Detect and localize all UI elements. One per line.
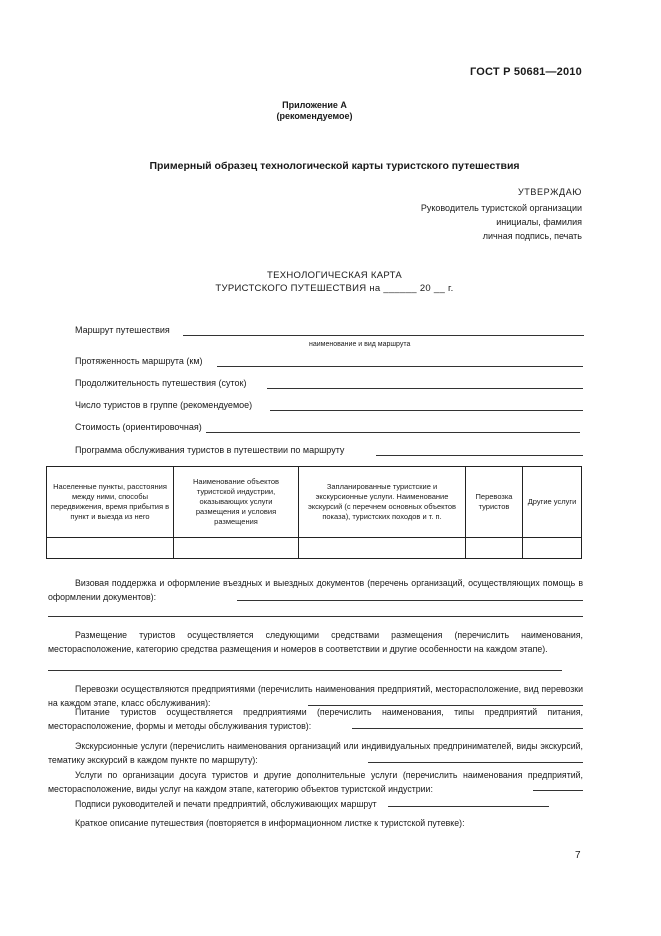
approval-line-3: личная подпись, печать [482, 231, 582, 241]
group-field [75, 400, 254, 410]
service-table [46, 466, 582, 559]
route-underline[interactable] [183, 335, 584, 336]
duration-label: Продолжительность путешествия (суток) [75, 378, 247, 388]
table-cell[interactable] [523, 538, 582, 559]
duration-underline[interactable] [267, 388, 583, 389]
cost-label: Стоимость (ориентировочная) [75, 422, 202, 432]
table-header-cell: Наименование объектов туристской индустрии, оказывающих услуги размещения и условия размещения [174, 467, 299, 538]
visa-text: Визовая поддержка и оформление въездных и выездных документов (перечень организаций, осуществляющих помощь в оформлении документов): [48, 578, 583, 602]
length-field [75, 356, 205, 366]
table-header-cell: Другие услуги [523, 467, 582, 538]
table-header-row [47, 467, 582, 538]
signatures-text: Подписи руководителей и печати предприятий, обслуживающих маршрут [75, 799, 377, 809]
summary-paragraph [48, 816, 583, 830]
route-field [75, 325, 172, 335]
group-underline[interactable] [270, 410, 583, 411]
route-caption: наименование и вид маршрута [309, 341, 411, 348]
transport-text: Перевозки осуществляются предприятиями (перечислить наименования предприятий, месторасположение, вид перевозки на каждом этапе, класс обслуживания): [48, 684, 583, 708]
length-label: Протяженность маршрута (км) [75, 356, 203, 366]
duration-field [75, 378, 248, 388]
food-text: Питание туристов осуществляется предприятиями (перечислить наименования, типы предприятий питания, месторасположение, формы и методы обслуживания туристов): [48, 707, 583, 731]
leisure-text: Услуги по организации досуга туристов и другие дополнительные услуги (перечислить наименования предприятий, месторасположение, виды услуг на каждом этапе, категорию объектов туристской индустрии: [48, 770, 583, 794]
cost-field [75, 422, 204, 432]
excursion-text: Экскурсионные услуги (перечислить наименования организаций или индивидуальных предпринимателей, виды экскурсий, тематику экскурсий в каждом пункте по маршруту): [48, 741, 583, 765]
food-underline[interactable] [352, 728, 583, 729]
signatures-underline[interactable] [388, 806, 549, 807]
card-title-line-2: ТУРИСТСКОГО ПУТЕШЕСТВИЯ на ______ 20 __ г. [215, 283, 454, 294]
document-title: Примерный образец технологической карты туристского путешествия [149, 160, 520, 172]
accommodation-text: Размещение туристов осуществляется следующими средствами размещения (перечислить наименования, месторасположение, категорию средства размещения и номеров в соответствии и другие особенности на каждом этапе). [48, 630, 583, 654]
table-header-cell: Запланированные туристские и экскурсионные услуги. Наименование экскурсий (с перечнем основных объектов показа), туристских походов и т. п. [299, 467, 466, 538]
table-cell[interactable] [299, 538, 466, 559]
visa-underline[interactable] [237, 600, 583, 601]
table-cell[interactable] [174, 538, 299, 559]
program-underline[interactable] [376, 455, 583, 456]
approval-line-2: инициалы, фамилия [496, 217, 582, 227]
group-label: Число туристов в группе (рекомендуемое) [75, 400, 253, 410]
standard-code: ГОСТ Р 50681—2010 [470, 66, 582, 78]
summary-text: Краткое описание путешествия (повторяется в информационном листке к туристской путевке): [75, 818, 465, 828]
table-cell[interactable] [47, 538, 174, 559]
cost-underline[interactable] [206, 432, 580, 433]
accommodation-underline[interactable] [48, 670, 562, 671]
accommodation-paragraph [48, 628, 583, 656]
table-cell[interactable] [466, 538, 523, 559]
program-field [75, 445, 346, 455]
visa-underline-2[interactable] [48, 616, 583, 617]
route-label: Маршрут путешествия [75, 325, 170, 335]
length-underline[interactable] [217, 366, 583, 367]
approval-line-1: Руководитель туристской организации [420, 203, 582, 213]
signatures-paragraph [48, 797, 583, 811]
table-header-cell: Населенные пункты, расстояния между ними, способы передвижения, время прибытия в пункт и выезда из него [47, 467, 174, 538]
page-number: 7 [575, 850, 581, 861]
table-row [47, 538, 582, 559]
table-header-cell: Перевозка туристов [466, 467, 523, 538]
leisure-paragraph [48, 768, 583, 796]
card-title-line-1: ТЕХНОЛОГИЧЕСКАЯ КАРТА [266, 270, 403, 281]
program-label: Программа обслуживания туристов в путешествии по маршруту [75, 445, 345, 455]
appendix-subtitle: (рекомендуемое) [276, 111, 353, 121]
excursion-underline[interactable] [368, 762, 583, 763]
leisure-underline[interactable] [533, 790, 583, 791]
approval-word: УТВЕРЖДАЮ [517, 187, 582, 197]
appendix-title: Приложение А [282, 100, 347, 110]
